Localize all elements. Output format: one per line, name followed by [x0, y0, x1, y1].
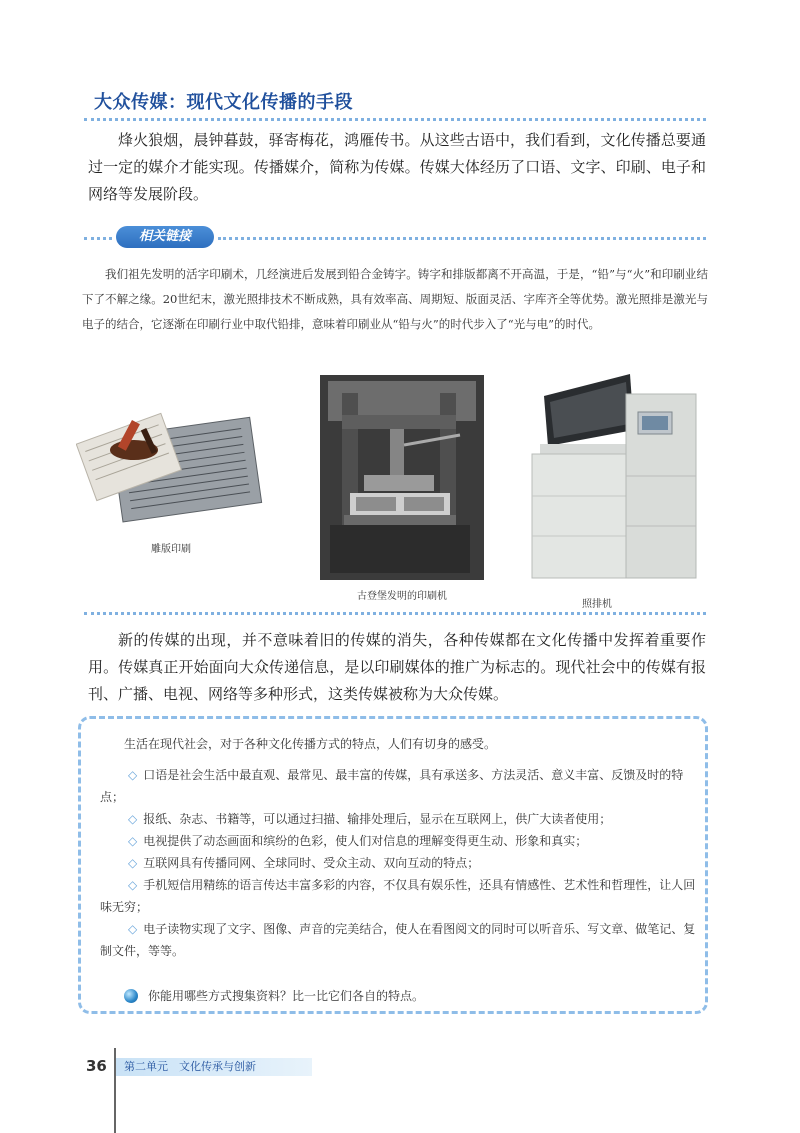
link-divider-left — [84, 237, 112, 240]
caption-gutenberg-press: 古登堡发明的印刷机 — [357, 591, 447, 602]
list-item: ◇ 口语是社会生活中最直观、最常见、最丰富的传媒，具有承送多、方法灵活、意义丰富、反馈及时的特点； — [100, 768, 684, 804]
list-item: ◇ 手机短信用精练的语言传达丰富多彩的内容，不仅具有娱乐性，还具有情感性、艺术性和哲理性，让人回味无穷； — [100, 878, 696, 914]
box-item-list — [100, 764, 698, 962]
diamond-bullet-icon: ◇ — [128, 856, 138, 870]
diamond-bullet-icon: ◇ — [128, 834, 138, 848]
related-link-text: 我们祖先发明的活字印刷术，几经演进后发展到铅合金铸字。铸字和排版都离不开高温，于是，“铅”与“火”和印刷业结下了不解之缘。20世纪末，激光照排技术不断成熟，具有效率高、周期短、版面灵活、字库齐全等优势。激光照排是激光与电子的结合，它逐渐在印刷行业中取代铅排，意味着印刷业从“铅与火”的时代步入了“光与电”的时代。 — [82, 267, 708, 331]
section-title: 大众传媒：现代文化传播的手段 — [94, 92, 353, 113]
box-intro: 生活在现代社会，对于各种文化传播方式的特点，人们有切身的感受。 — [124, 737, 497, 751]
gutenberg-press-photo — [320, 375, 484, 580]
diamond-bullet-icon: ◇ — [128, 812, 138, 826]
list-item: ◇ 报纸、杂志、书籍等，可以通过扫描、输排处理后，显示在互联网上，供广大读者使用； — [128, 812, 612, 826]
phototypesetter-photo — [526, 366, 702, 582]
title-divider — [84, 118, 706, 121]
list-item: ◇ 电视提供了动态画面和缤纷的色彩，使人们对信息的理解变得更生动、形象和真实； — [128, 834, 588, 848]
main-paragraph: 新的传媒的出现，并不意味着旧的传媒的消失，各种传媒都在文化传播中发挥着重要作用。传媒真正开始面向大众传递信息，是以印刷媒体的推广为标志的。现代社会中的传媒有报刊、广播、电视、网络等多种形式，这类传媒被称为大众传媒。 — [88, 631, 706, 703]
list-item: ◇ 互联网具有传播同网、全球同时、受众主动、双向互动的特点； — [128, 856, 480, 870]
section-divider — [84, 612, 706, 615]
caption-woodblock: 雕版印刷 — [151, 544, 191, 555]
caption-phototypesetter: 照排机 — [582, 599, 612, 610]
diamond-bullet-icon: ◇ — [128, 768, 138, 782]
page-number: 36 — [86, 1057, 107, 1075]
diamond-bullet-icon: ◇ — [128, 878, 138, 892]
related-link-badge: 相关链接 — [116, 226, 214, 248]
unit-label: 第二单元 文化传承与创新 — [116, 1058, 312, 1076]
box-question: 你能用哪些方式搜集资料？比一比它们各自的特点。 — [148, 989, 425, 1003]
intro-paragraph: 烽火狼烟，晨钟暮鼓，驿寄梅花，鸿雁传书。从这些古语中，我们看到，文化传播总要通过一定的媒介才能实现。传播媒介，简称为传媒。传媒大体经历了口语、文字、印刷、电子和网络等发展阶段。 — [88, 131, 706, 203]
diamond-bullet-icon: ◇ — [128, 922, 138, 936]
question-icon — [124, 989, 138, 1003]
woodblock-printing-photo — [76, 398, 276, 528]
link-divider-right — [218, 237, 706, 240]
list-item: ◇ 电子读物实现了文字、图像、声音的完美结合，使人在看图阅文的同时可以听音乐、写文章、做笔记、复制文件，等等。 — [100, 922, 696, 958]
